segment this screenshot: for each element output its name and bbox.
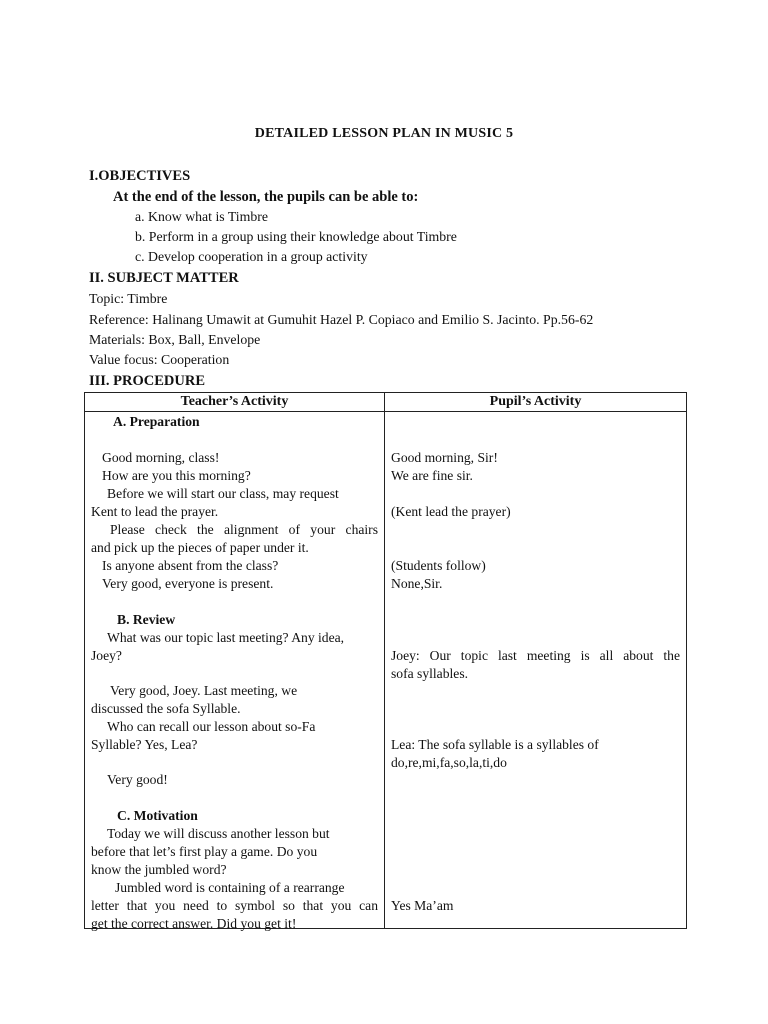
teacher-line: Jumbled word is containing of a rearrange <box>115 880 345 895</box>
pupil-activity-cell <box>385 412 687 929</box>
teacher-line: Very good! <box>107 772 168 787</box>
teacher-line: Very good, Joey. Last meeting, we <box>110 683 298 698</box>
teacher-line: How are you this morning? <box>102 468 251 483</box>
materials-line: Materials: Box, Ball, Envelope <box>89 332 261 347</box>
document-title: DETAILED LESSON PLAN IN MUSIC 5 <box>254 126 514 141</box>
objectives-intro: At the end of the lesson, the pupils can be able to: <box>113 189 419 205</box>
preparation-heading: A. Preparation <box>113 414 200 429</box>
objective-item: c. Develop cooperation in a group activity <box>135 249 368 264</box>
pupil-line: Lea: The sofa syllable is a syllables of <box>391 737 599 752</box>
review-heading: B. Review <box>117 612 176 627</box>
teacher-line: Very good, everyone is present. <box>102 576 274 591</box>
teacher-line: before that let’s first play a game. Do you <box>91 844 318 859</box>
pupil-line: Joey: Our topic last meeting is all about the <box>391 648 680 663</box>
teacher-line: and pick up the pieces of paper under it. <box>91 540 309 555</box>
teacher-line: get the correct answer. Did you get it! <box>91 916 297 931</box>
reference-line: Reference: Halinang Umawit at Gumuhit Hazel P. Copiaco and Emilio S. Jacinto. Pp.56-62 <box>89 312 594 327</box>
pupil-line: sofa syllables. <box>391 666 469 681</box>
pupil-line: None,Sir. <box>391 576 443 591</box>
pupil-line: Yes Ma’am <box>391 898 454 913</box>
topic-line: Topic: Timbre <box>89 291 168 306</box>
objective-item: a. Know what is Timbre <box>135 209 268 224</box>
teacher-activity-header: Teacher’s Activity <box>85 393 385 412</box>
teacher-line: know the jumbled word? <box>91 862 227 877</box>
objective-item: b. Perform in a group using their knowledge about Timbre <box>135 229 457 244</box>
teacher-line: Before we will start our class, may request <box>107 486 339 501</box>
pupil-activity-header: Pupil’s Activity <box>385 393 687 412</box>
value-focus-line: Value focus: Cooperation <box>89 352 230 367</box>
teacher-line: discussed the sofa Syllable. <box>91 701 241 716</box>
pupil-line: (Kent lead the prayer) <box>391 504 511 519</box>
teacher-line: Syllable? Yes, Lea? <box>91 737 198 752</box>
procedure-table <box>84 392 687 929</box>
teacher-line: Please check the alignment of your chairs <box>110 522 378 537</box>
pupil-line: do,re,mi,fa,so,la,ti,do <box>391 755 507 770</box>
teacher-line: Is anyone absent from the class? <box>102 558 279 573</box>
motivation-heading: C. Motivation <box>117 808 198 823</box>
pupil-line: (Students follow) <box>391 558 486 573</box>
teacher-line: Good morning, class! <box>102 450 220 465</box>
teacher-activity-cell <box>85 412 385 929</box>
teacher-line: letter that you need to symbol so that you can <box>91 898 378 913</box>
teacher-line: Kent to lead the prayer. <box>91 504 219 519</box>
procedure-heading: III. PROCEDURE <box>89 373 206 389</box>
subject-matter-heading: II. SUBJECT MATTER <box>89 270 239 286</box>
teacher-line: What was our topic last meeting? Any idea, <box>107 630 345 645</box>
teacher-line: Who can recall our lesson about so-Fa <box>107 719 316 734</box>
objectives-heading: I.OBJECTIVES <box>89 168 191 184</box>
pupil-line: Good morning, Sir! <box>391 450 498 465</box>
pupil-line: We are fine sir. <box>391 468 473 483</box>
teacher-line: Joey? <box>91 648 122 663</box>
teacher-line: Today we will discuss another lesson but <box>107 826 330 841</box>
